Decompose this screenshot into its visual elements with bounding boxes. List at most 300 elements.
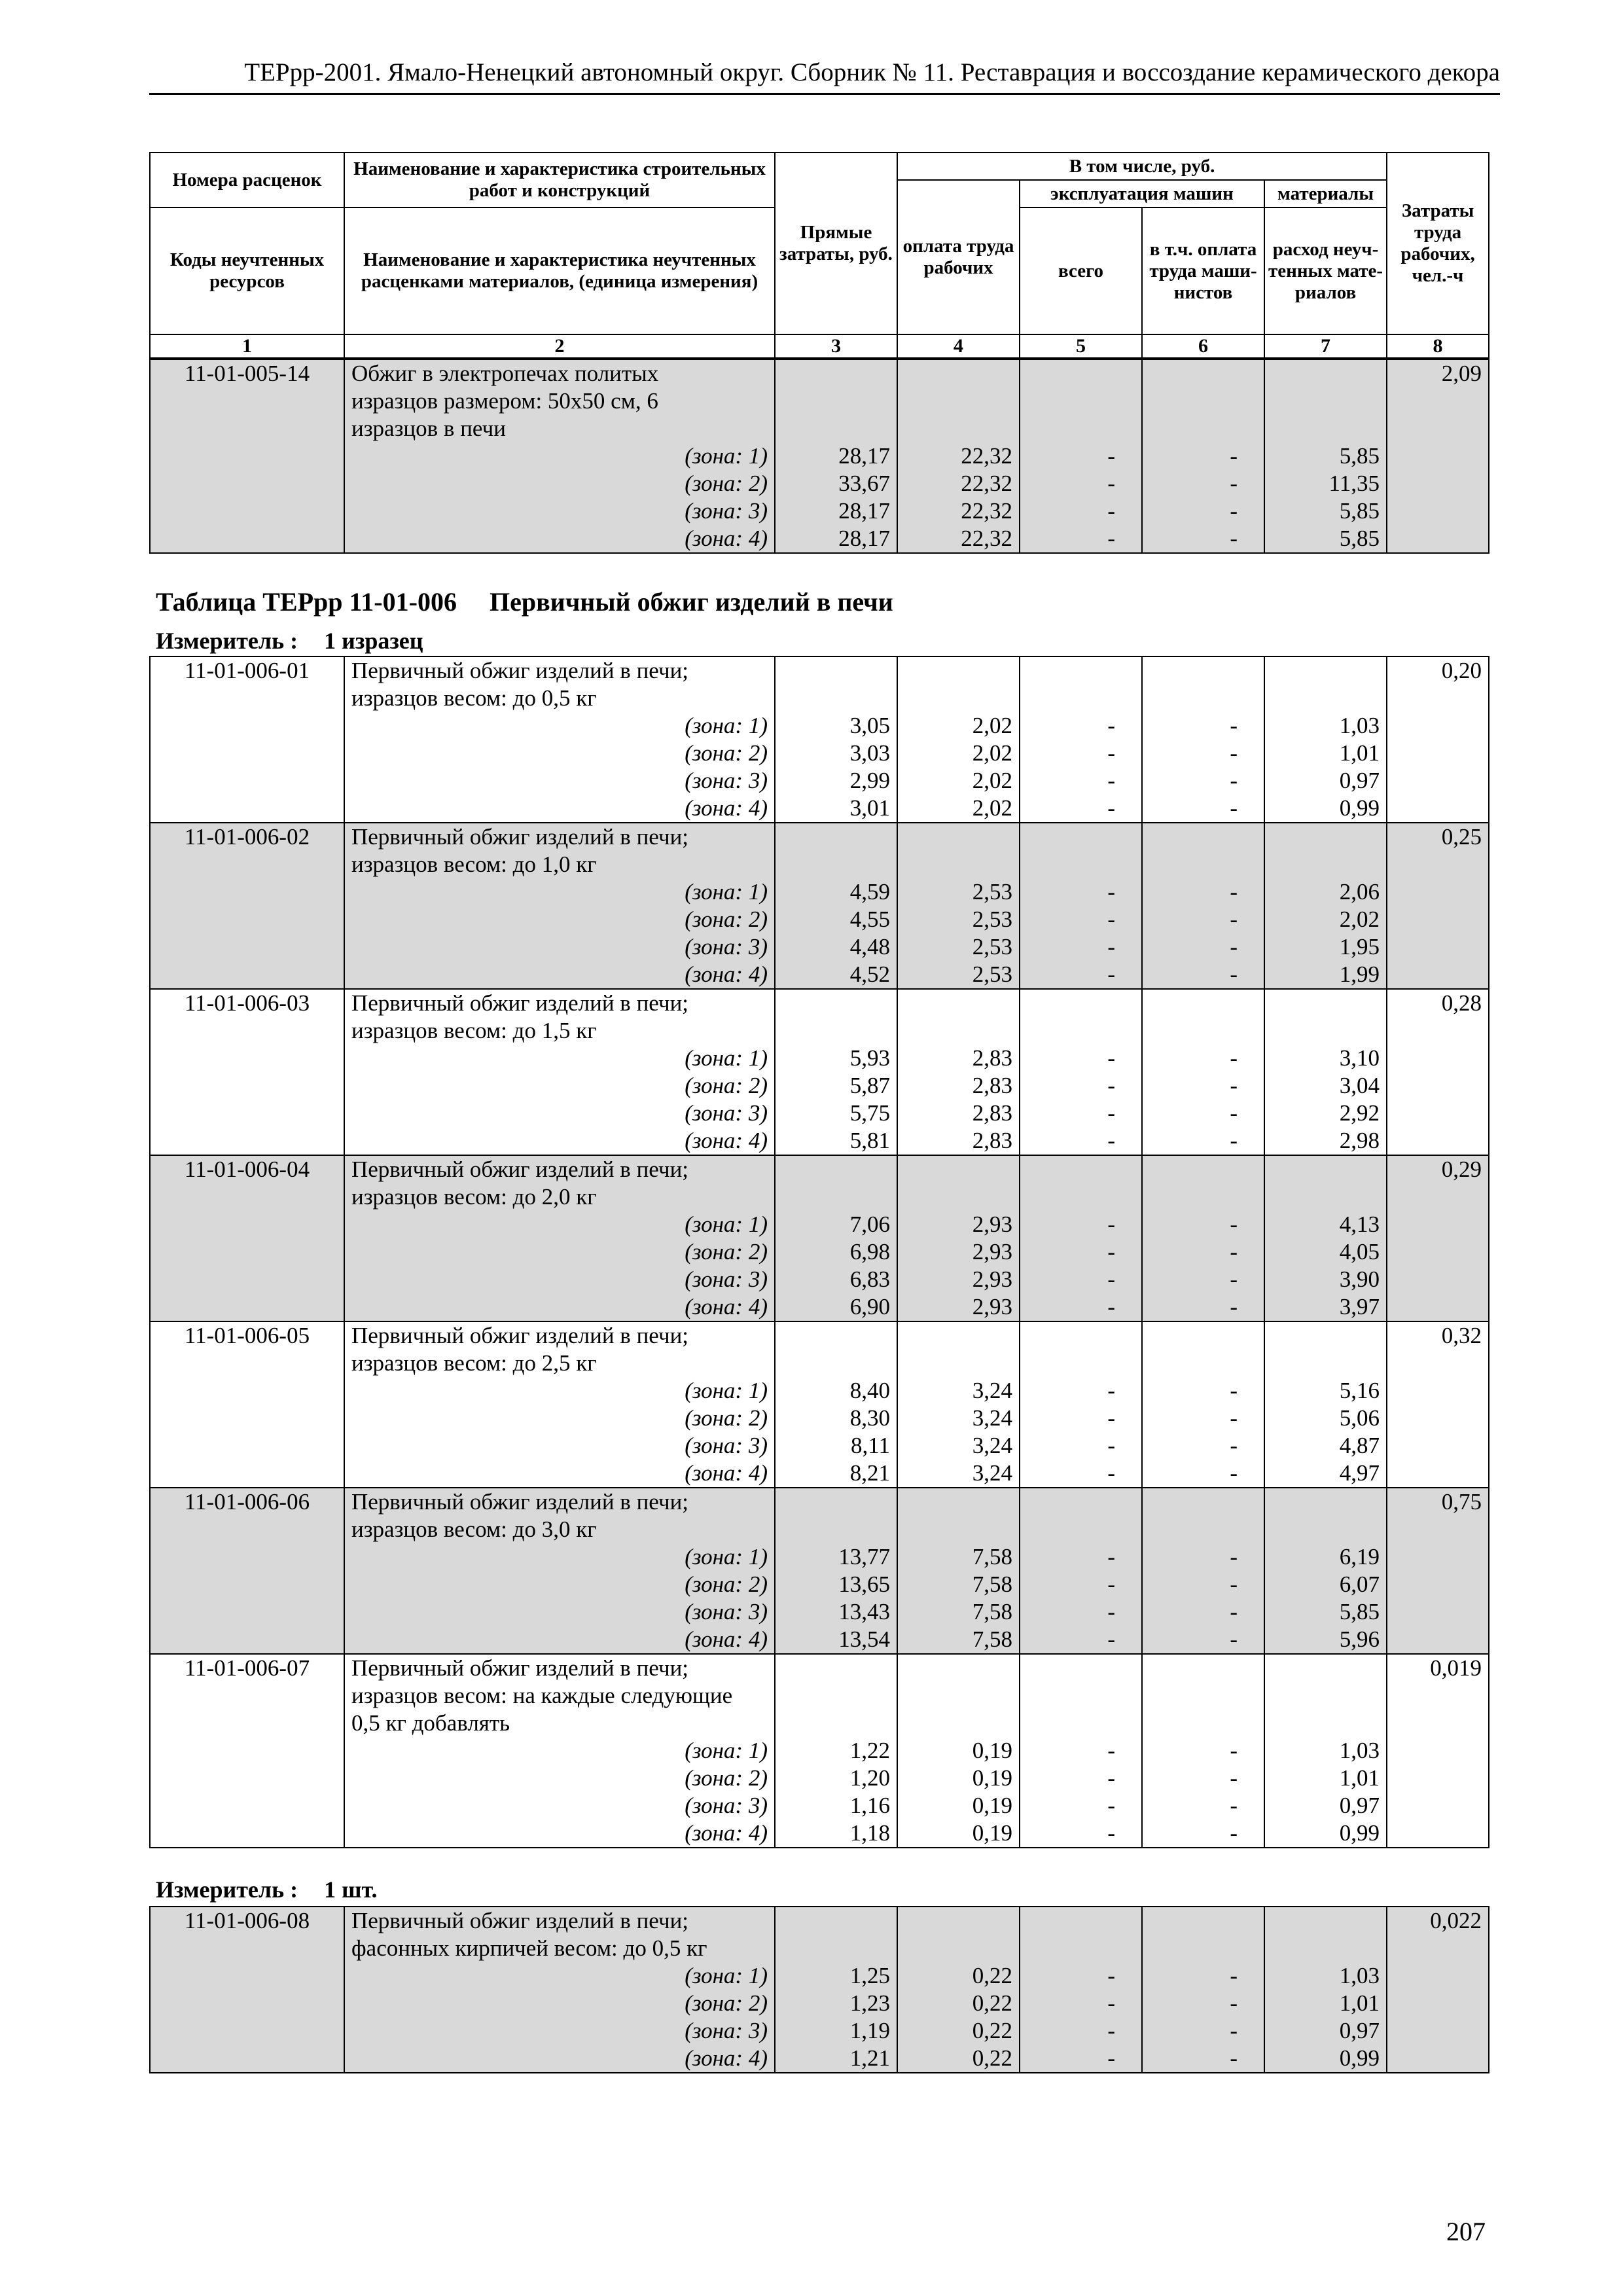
zone-row [150,1765,1489,1792]
wages: 0,22 [897,1990,1020,2017]
direct-costs: 8,40 [775,1377,897,1405]
machines-total: - [1020,1626,1142,1654]
zone-row [150,933,1489,961]
material-use: 5,06 [1264,1405,1387,1432]
zone-label: (зона: 4) [344,1293,775,1321]
table-row [150,823,1489,851]
zone-label: (зона: 1) [344,1045,775,1072]
zone-label: (зона: 3) [344,497,775,525]
material-use: 5,96 [1264,1626,1387,1654]
material-use: 2,02 [1264,906,1387,933]
col-number: 3 [775,334,897,358]
table-title [156,586,893,617]
machines-total: - [1020,1460,1142,1488]
measure-value: 1 изразец [324,628,423,654]
material-use: 0,99 [1264,1820,1387,1848]
material-use: 4,97 [1264,1460,1387,1488]
rate-code: 11-01-006-07 [150,1654,344,1848]
machines-total: - [1020,1377,1142,1405]
material-use: 2,06 [1264,878,1387,906]
material-use: 3,10 [1264,1045,1387,1072]
zone-row [150,1962,1489,1990]
zone-row [150,1571,1489,1598]
work-name-line: Первичный обжиг изделий в печи; [344,1155,775,1183]
machines-total: - [1020,470,1142,497]
work-name-line: изразцов в печи [344,415,775,442]
material-use: 11,35 [1264,470,1387,497]
zone-label: (зона: 2) [344,1072,775,1100]
zone-label: (зона: 4) [344,2045,775,2073]
zone-label: (зона: 2) [344,906,775,933]
machines-total: - [1020,1792,1142,1820]
col-material-name-head: Наименование и характеристика неучтенных расценками материалов, (единица измерения) [344,207,775,334]
col-number: 6 [1142,334,1264,358]
machines-total: - [1020,1293,1142,1321]
machinist-wages: - [1142,1765,1264,1792]
machinist-wages: - [1142,1432,1264,1460]
wages: 0,19 [897,1737,1020,1765]
material-use: 0,97 [1264,2017,1387,2045]
direct-costs: 3,03 [775,740,897,767]
zone-label: (зона: 4) [344,1820,775,1848]
rate-code: 11-01-005-14 [150,359,344,553]
zone-row [150,442,1489,470]
table-title-code: Таблица ТЕРрр 11-01-006 [156,587,457,617]
table-row [150,1654,1489,1682]
work-name-line: Обжиг в электропечах политых [344,359,775,387]
machinist-wages: - [1142,1626,1264,1654]
rates-table-header [149,152,1489,359]
material-use: 5,85 [1264,442,1387,470]
zone-row [150,2017,1489,2045]
material-use: 1,03 [1264,1962,1387,1990]
direct-costs: 13,54 [775,1626,897,1654]
material-use: 4,87 [1264,1432,1387,1460]
material-use: 1,03 [1264,1737,1387,1765]
material-use: 5,85 [1264,497,1387,525]
zone-row [150,1626,1489,1654]
wages: 0,19 [897,1765,1020,1792]
wages: 7,58 [897,1598,1020,1626]
wages: 3,24 [897,1377,1020,1405]
machinist-wages: - [1142,878,1264,906]
wages: 22,32 [897,470,1020,497]
zone-row [150,961,1489,989]
rate-code: 11-01-006-04 [150,1155,344,1321]
machinist-wages: - [1142,1820,1264,1848]
direct-costs: 5,75 [775,1100,897,1127]
machines-total: - [1020,1432,1142,1460]
wages: 2,02 [897,740,1020,767]
wages: 0,22 [897,2045,1020,2073]
machines-total: - [1020,1962,1142,1990]
material-use: 1,01 [1264,1990,1387,2017]
machinist-wages: - [1142,1211,1264,1238]
machinist-wages: - [1142,1543,1264,1571]
wages: 2,93 [897,1293,1020,1321]
zone-label: (зона: 1) [344,442,775,470]
wages: 3,24 [897,1460,1020,1488]
material-use: 1,01 [1264,740,1387,767]
wages: 22,32 [897,442,1020,470]
zone-row [150,740,1489,767]
direct-costs: 8,11 [775,1432,897,1460]
direct-costs: 8,21 [775,1460,897,1488]
table-title-name: Первичный обжиг изделий в печи [489,587,893,617]
col-material-use-head: расход неуч-тенных мате-риалов [1264,207,1387,334]
zone-label: (зона: 4) [344,525,775,553]
machinist-wages: - [1142,1293,1264,1321]
machines-total: - [1020,1045,1142,1072]
zone-label: (зона: 2) [344,1765,775,1792]
material-use: 5,85 [1264,525,1387,553]
work-name-line: фасонных кирпичей весом: до 0,5 кг [344,1935,775,1962]
material-use: 1,01 [1264,1765,1387,1792]
rate-code: 11-01-006-03 [150,989,344,1155]
wages: 3,24 [897,1432,1020,1460]
col-rate-number-head: Номера расценок [150,152,344,207]
machines-total: - [1020,1737,1142,1765]
wages: 2,53 [897,878,1020,906]
wages: 2,83 [897,1127,1020,1155]
direct-costs: 1,25 [775,1962,897,1990]
zone-row [150,1211,1489,1238]
labor-cost: 2,09 [1387,359,1489,553]
direct-costs: 6,90 [775,1293,897,1321]
zone-label: (зона: 4) [344,795,775,823]
table-row [150,415,1489,442]
machinist-wages: - [1142,1571,1264,1598]
machines-total: - [1020,1266,1142,1293]
col-number: 5 [1020,334,1142,358]
material-use: 1,95 [1264,933,1387,961]
material-use: 4,05 [1264,1238,1387,1266]
direct-costs: 28,17 [775,442,897,470]
table-row [150,1710,1489,1737]
machinist-wages: - [1142,1598,1264,1626]
zone-row [150,2045,1489,2073]
work-name-line: изразцов весом: до 1,5 кг [344,1017,775,1045]
zone-label: (зона: 3) [344,1266,775,1293]
machines-total: - [1020,442,1142,470]
measure-label: Измеритель : [156,628,298,654]
material-use: 3,97 [1264,1293,1387,1321]
rate-code: 11-01-006-02 [150,823,344,989]
page-number: 207 [1446,2217,1486,2246]
work-name-line: изразцов весом: до 3,0 кг [344,1516,775,1543]
col-incl-head: В том числе, руб. [897,152,1387,180]
direct-costs: 1,18 [775,1820,897,1848]
material-use: 4,13 [1264,1211,1387,1238]
direct-costs: 6,83 [775,1266,897,1293]
machines-total: - [1020,1571,1142,1598]
zone-row [150,1100,1489,1127]
direct-costs: 1,19 [775,2017,897,2045]
material-use: 0,99 [1264,795,1387,823]
zone-label: (зона: 3) [344,933,775,961]
direct-costs: 13,43 [775,1598,897,1626]
zone-label: (зона: 4) [344,961,775,989]
col-number: 8 [1387,334,1489,358]
zone-row [150,795,1489,823]
table-row [150,1516,1489,1543]
col-machinist-wages-head: в т.ч. оплата труда маши-нистов [1142,207,1264,334]
col-machines-total-head: всего [1020,207,1142,334]
direct-costs: 5,81 [775,1127,897,1155]
labor-cost: 0,28 [1387,989,1489,1155]
table-row [150,851,1489,878]
machines-total: - [1020,1127,1142,1155]
table-row [150,1935,1489,1962]
machinist-wages: - [1142,1990,1264,2017]
wages: 7,58 [897,1626,1020,1654]
machinist-wages: - [1142,1962,1264,1990]
zone-row [150,878,1489,906]
work-name-line: Первичный обжиг изделий в печи; [344,1321,775,1350]
labor-cost: 0,29 [1387,1155,1489,1321]
zone-label: (зона: 3) [344,1598,775,1626]
material-use: 2,98 [1264,1127,1387,1155]
material-use: 1,99 [1264,961,1387,989]
zone-label: (зона: 2) [344,740,775,767]
zone-label: (зона: 1) [344,712,775,740]
machines-total: - [1020,1598,1142,1626]
zone-row [150,1127,1489,1155]
machinist-wages: - [1142,740,1264,767]
wages: 2,83 [897,1072,1020,1100]
direct-costs: 28,17 [775,525,897,553]
work-name-line: Первичный обжиг изделий в печи; [344,656,775,685]
wages: 2,02 [897,712,1020,740]
table-row [150,1907,1489,1935]
machines-total: - [1020,740,1142,767]
material-use: 3,04 [1264,1072,1387,1100]
direct-costs: 28,17 [775,497,897,525]
material-use: 6,19 [1264,1543,1387,1571]
col-wages-head: оплата труда рабочих [897,180,1020,334]
direct-costs: 2,99 [775,767,897,795]
work-name-line: изразцов весом: до 1,0 кг [344,851,775,878]
direct-costs: 5,93 [775,1045,897,1072]
machinist-wages: - [1142,933,1264,961]
machinist-wages: - [1142,1100,1264,1127]
material-use: 6,07 [1264,1571,1387,1598]
rates-table-2 [149,656,1489,1848]
machinist-wages: - [1142,2017,1264,2045]
table-row [150,1017,1489,1045]
rates-table-3 [149,1906,1489,2073]
machinist-wages: - [1142,712,1264,740]
direct-costs: 33,67 [775,470,897,497]
material-use: 3,90 [1264,1266,1387,1293]
zone-row [150,1432,1489,1460]
direct-costs: 7,06 [775,1211,897,1238]
work-name-line: изразцов весом: на каждые следующие [344,1682,775,1710]
labor-cost: 0,019 [1387,1654,1489,1848]
wages: 2,53 [897,933,1020,961]
wages: 3,24 [897,1405,1020,1432]
machines-total: - [1020,1543,1142,1571]
material-use: 0,99 [1264,2045,1387,2073]
zone-row [150,767,1489,795]
machinist-wages: - [1142,767,1264,795]
zone-label: (зона: 3) [344,1792,775,1820]
machines-total: - [1020,1238,1142,1266]
labor-cost: 0,20 [1387,656,1489,823]
zone-label: (зона: 1) [344,1737,775,1765]
material-use: 2,92 [1264,1100,1387,1127]
work-name-line: Первичный обжиг изделий в печи; [344,989,775,1017]
zone-row [150,1792,1489,1820]
machinist-wages: - [1142,1127,1264,1155]
zone-label: (зона: 1) [344,878,775,906]
zone-label: (зона: 2) [344,1405,775,1432]
rate-code: 11-01-006-05 [150,1321,344,1488]
col-work-name-head: Наименование и характеристика строительных работ и конструкций [344,152,775,207]
wages: 22,32 [897,525,1020,553]
direct-costs: 6,98 [775,1238,897,1266]
material-use: 0,97 [1264,767,1387,795]
direct-costs: 4,48 [775,933,897,961]
rate-code: 11-01-006-01 [150,656,344,823]
material-use: 5,85 [1264,1598,1387,1626]
machinist-wages: - [1142,1238,1264,1266]
machinist-wages: - [1142,497,1264,525]
zone-row [150,1045,1489,1072]
direct-costs: 8,30 [775,1405,897,1432]
labor-cost: 0,25 [1387,823,1489,989]
machines-total: - [1020,961,1142,989]
machinist-wages: - [1142,961,1264,989]
direct-costs: 4,59 [775,878,897,906]
machines-total: - [1020,497,1142,525]
wages: 2,83 [897,1100,1020,1127]
zone-row [150,1820,1489,1848]
machinist-wages: - [1142,1737,1264,1765]
machines-total: - [1020,1765,1142,1792]
work-name-line: Первичный обжиг изделий в печи; [344,1907,775,1935]
measure-1 [156,627,423,655]
machinist-wages: - [1142,1377,1264,1405]
col-number: 2 [344,334,775,358]
direct-costs: 1,16 [775,1792,897,1820]
machines-total: - [1020,1405,1142,1432]
machinist-wages: - [1142,1405,1264,1432]
zone-row [150,525,1489,553]
machines-total: - [1020,2045,1142,2073]
direct-costs: 1,22 [775,1737,897,1765]
zone-label: (зона: 3) [344,1432,775,1460]
direct-costs: 3,05 [775,712,897,740]
col-number: 1 [150,334,344,358]
wages: 0,22 [897,1962,1020,1990]
machinist-wages: - [1142,525,1264,553]
machinist-wages: - [1142,1792,1264,1820]
header-rule [149,93,1500,95]
machinist-wages: - [1142,1266,1264,1293]
material-use: 5,16 [1264,1377,1387,1405]
zone-row [150,1072,1489,1100]
wages: 2,53 [897,961,1020,989]
zone-label: (зона: 1) [344,1543,775,1571]
col-machines-head: эксплуатация машин [1020,180,1264,207]
col-resource-codes-head: Коды неучтенных ресурсов [150,207,344,334]
zone-row [150,1266,1489,1293]
machinist-wages: - [1142,2045,1264,2073]
machines-total: - [1020,878,1142,906]
zone-row [150,1377,1489,1405]
machines-total: - [1020,1820,1142,1848]
zone-row [150,497,1489,525]
col-number: 4 [897,334,1020,358]
wages: 22,32 [897,497,1020,525]
zone-label: (зона: 2) [344,1238,775,1266]
material-use: 1,03 [1264,712,1387,740]
zone-label: (зона: 2) [344,1571,775,1598]
running-header: ТЕРрр-2001. Ямало-Ненецкий автономный округ. Сборник № 11. Реставрация и воссоздание керамического декора [244,58,1500,86]
zone-label: (зона: 4) [344,1626,775,1654]
zone-row [150,906,1489,933]
table-row [150,1682,1489,1710]
wages: 0,22 [897,2017,1020,2045]
labor-cost: 0,32 [1387,1321,1489,1488]
zone-label: (зона: 4) [344,1127,775,1155]
machinist-wages: - [1142,1045,1264,1072]
machines-total: - [1020,1072,1142,1100]
zone-label: (зона: 3) [344,2017,775,2045]
table-row [150,359,1489,387]
direct-costs: 13,77 [775,1543,897,1571]
table-row [150,387,1489,415]
direct-costs: 4,55 [775,906,897,933]
zone-row [150,1990,1489,2017]
wages: 2,83 [897,1045,1020,1072]
material-use: 0,97 [1264,1792,1387,1820]
machines-total: - [1020,767,1142,795]
wages: 2,53 [897,906,1020,933]
wages: 2,93 [897,1238,1020,1266]
wages: 0,19 [897,1820,1020,1848]
machines-total: - [1020,906,1142,933]
work-name-line: изразцов весом: до 0,5 кг [344,685,775,712]
col-number: 7 [1264,334,1387,358]
work-name-line: Первичный обжиг изделий в печи; [344,823,775,851]
table-row [150,989,1489,1017]
col-materials-head: материалы [1264,180,1387,207]
zone-label: (зона: 3) [344,1100,775,1127]
machinist-wages: - [1142,1460,1264,1488]
machines-total: - [1020,1990,1142,2017]
machinist-wages: - [1142,906,1264,933]
rate-code: 11-01-006-06 [150,1488,344,1654]
table-row [150,1321,1489,1350]
work-name-line: Первичный обжиг изделий в печи; [344,1488,775,1516]
direct-costs: 3,01 [775,795,897,823]
zone-row [150,712,1489,740]
wages: 2,93 [897,1266,1020,1293]
wages: 7,58 [897,1543,1020,1571]
zone-label: (зона: 1) [344,1211,775,1238]
table-row [150,1183,1489,1211]
labor-cost: 0,022 [1387,1907,1489,2073]
zone-row [150,1737,1489,1765]
zone-label: (зона: 1) [344,1962,775,1990]
machines-total: - [1020,712,1142,740]
zone-row [150,1405,1489,1432]
rate-code: 11-01-006-08 [150,1907,344,2073]
direct-costs: 1,23 [775,1990,897,2017]
machines-total: - [1020,2017,1142,2045]
